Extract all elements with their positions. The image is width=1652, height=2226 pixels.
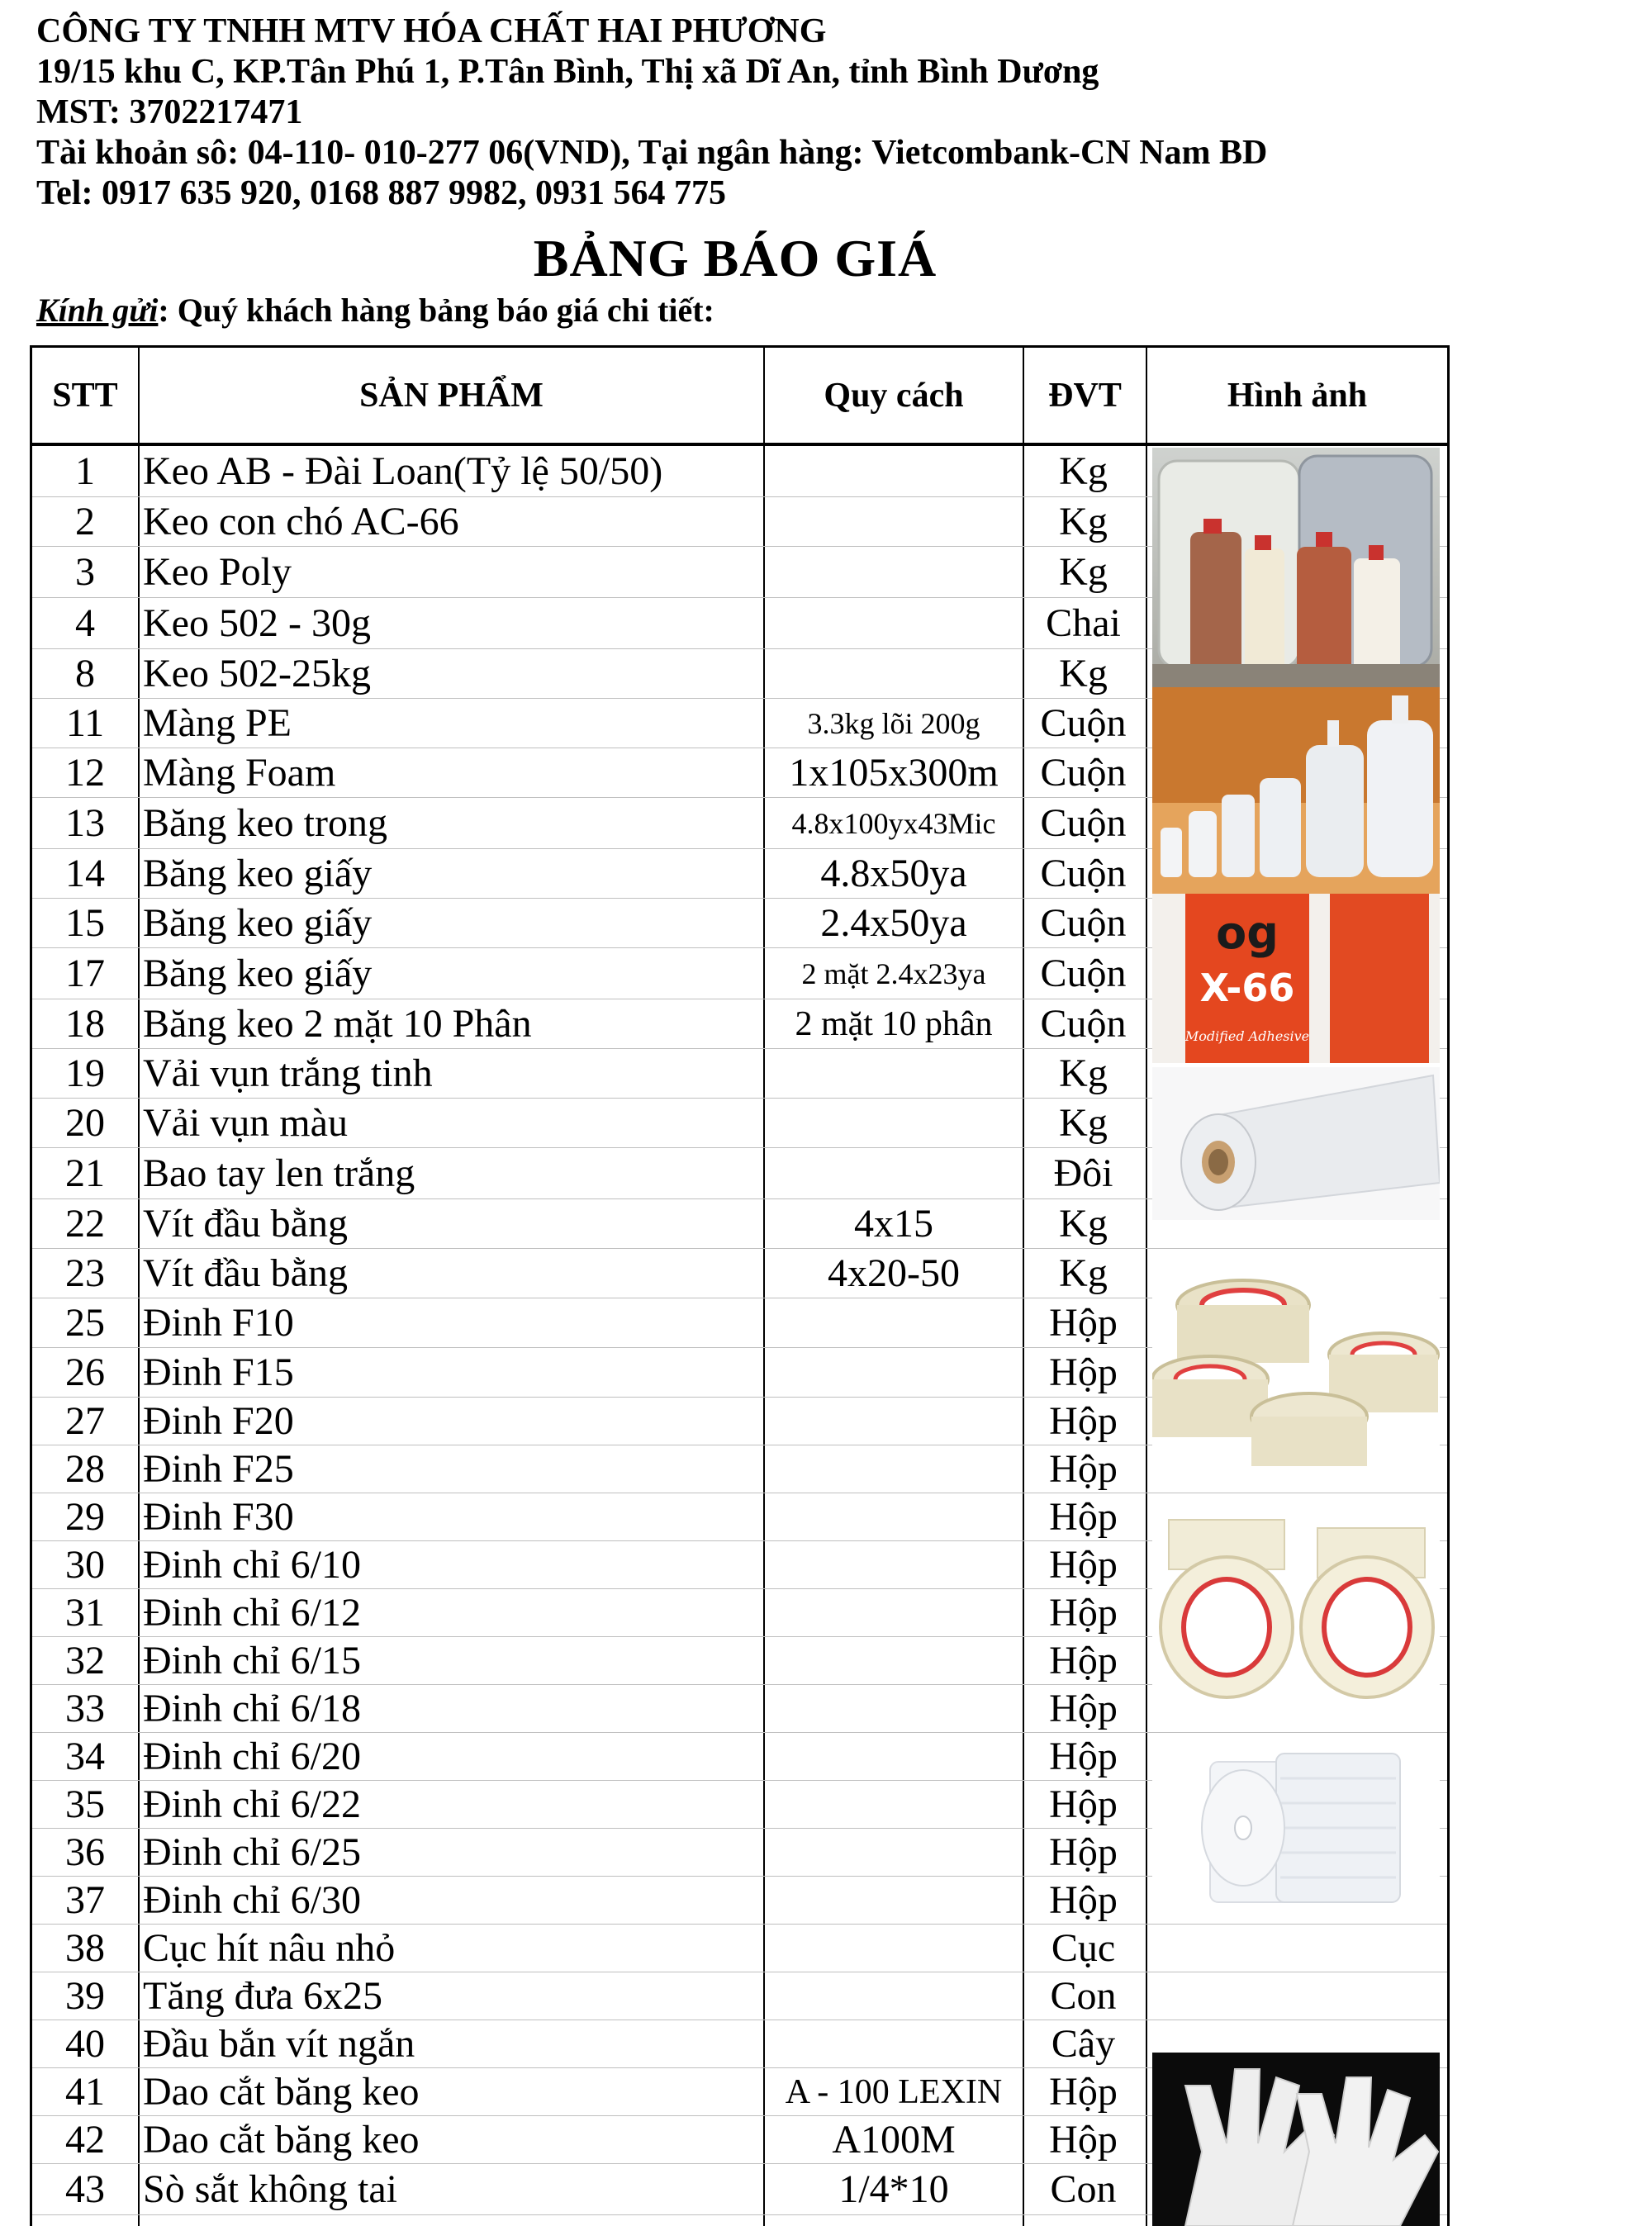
product-photo-gloves — [1152, 2053, 1440, 2226]
page-title: BẢNG BÁO GIÁ — [533, 229, 938, 287]
row-unit: Cuộn — [1040, 852, 1127, 895]
row-spec — [765, 1685, 1023, 1732]
row-spec — [765, 1541, 1023, 1588]
row-unit: Kg — [1059, 550, 1108, 594]
company-bank: Tài khoản sô: 04-110- 010-277 06(VND), Tại ngân hàng: Vietcombank-CN Nam BD — [36, 134, 1268, 172]
header-stt: STT — [52, 376, 118, 415]
header-image: Hình ảnh — [1227, 376, 1368, 415]
row-product-name: Đinh chỉ 6/18 — [143, 1687, 361, 1730]
row-unit: Hộp — [1049, 1543, 1118, 1587]
row-stt: 34 — [65, 1735, 105, 1778]
row-product-name: Vải vụn màu — [143, 1101, 348, 1145]
company-name: CÔNG TY TNHH MTV HÓA CHẤT HAI PHƯƠNG — [36, 12, 827, 50]
row-spec: 2 mặt 10 phân — [795, 1004, 993, 1043]
row-spec — [765, 1049, 1023, 1098]
row-product-name: Đinh chỉ 6/20 — [143, 1735, 361, 1778]
row-unit: Hộp — [1049, 1830, 1118, 1874]
row-spec: A - 100 LEXIN — [785, 2072, 1003, 2111]
row-stt: 35 — [65, 1782, 105, 1826]
row-product-name: Keo con chó AC-66 — [143, 500, 459, 543]
row-unit: Kg — [1059, 500, 1108, 543]
row-spec: 4.8x50ya — [820, 852, 967, 895]
row-spec — [765, 1877, 1023, 1924]
row-product-name: Băng keo trong — [143, 801, 387, 845]
row-product-name: Băng keo giấy — [143, 952, 373, 995]
row-stt: 40 — [65, 2022, 105, 2066]
row-spec — [765, 1398, 1023, 1445]
row-stt: 15 — [65, 901, 105, 945]
row-product-name: Dao cắt băng keo — [143, 2070, 420, 2114]
row-unit: Hộp — [1049, 1350, 1118, 1394]
row-stt: 17 — [65, 952, 105, 995]
row-spec — [765, 446, 1023, 496]
row-unit: Hộp — [1049, 2070, 1118, 2114]
row-stt: 25 — [65, 1301, 105, 1345]
row-product-name: Đinh F25 — [143, 1447, 294, 1491]
row-unit: Cuộn — [1040, 1002, 1127, 1046]
row-unit: Kg — [1059, 1051, 1108, 1095]
row-spec — [765, 1829, 1023, 1876]
row-product-name: Đinh F10 — [143, 1301, 294, 1345]
row-stt: 33 — [65, 1687, 105, 1730]
row-product-name: Keo Poly — [143, 550, 292, 594]
row-unit: Hộp — [1049, 1735, 1118, 1778]
row-spec — [765, 1589, 1023, 1636]
row-product-name: Đinh chỉ 6/15 — [143, 1639, 361, 1683]
company-address: 19/15 khu C, KP.Tân Phú 1, P.Tân Bình, Thị xã Dĩ An, tỉnh Bình Dương — [36, 53, 1099, 91]
greeting-label: Kính gửi — [36, 292, 159, 329]
row-spec — [765, 649, 1023, 698]
row-product-name: Sò sắt không tai — [143, 2167, 397, 2211]
row-product-name: Đinh F15 — [143, 1350, 294, 1394]
row-stt: 2 — [75, 500, 95, 543]
row-product-name: Màng Foam — [143, 751, 336, 795]
row-spec — [765, 1298, 1023, 1347]
row-stt: 36 — [65, 1830, 105, 1874]
row-spec: 2 mặt 2.4x23ya — [801, 956, 986, 990]
product-photo-glue-cans — [1152, 894, 1440, 1063]
row-stt: 14 — [65, 852, 105, 895]
row-product-name: Đầu bắn vít ngắn — [143, 2022, 415, 2066]
row-product-name: Đinh chỉ 6/30 — [143, 1878, 361, 1922]
row-unit: Hộp — [1049, 2118, 1118, 2162]
row-product-name: Đinh F30 — [143, 1495, 294, 1539]
row-product-name: Vít đầu bằng — [143, 1202, 348, 1246]
row-stt: 42 — [65, 2118, 105, 2162]
row-stt: 21 — [65, 1151, 105, 1195]
row-product-name: Keo 502 - 30g — [143, 601, 371, 645]
row-unit: Hộp — [1049, 1301, 1118, 1345]
row-stt: 13 — [65, 801, 105, 845]
row-spec: 4x20-50 — [828, 1251, 960, 1295]
glue-can-brand-text: og — [1216, 907, 1279, 959]
row-unit: Hộp — [1049, 1447, 1118, 1491]
row-product-name: Đinh chỉ 6/22 — [143, 1782, 361, 1826]
greeting-text: : Quý khách hàng bảng báo giá chi tiết: — [158, 292, 714, 329]
row-stt: 12 — [65, 751, 105, 795]
header-product: SẢN PHẨM — [359, 376, 544, 415]
row-product-name: Đinh F20 — [143, 1399, 294, 1443]
row-stt: 28 — [65, 1447, 105, 1491]
row-spec — [765, 1099, 1023, 1147]
row-unit: Đôi — [1053, 1151, 1113, 1195]
row-product-name: Đinh chỉ 6/25 — [143, 1830, 361, 1874]
row-product-name: Băng keo giấy — [143, 901, 373, 945]
row-product-name: Tăng đưa 6x25 — [143, 1974, 382, 2018]
row-unit: Cuộn — [1040, 701, 1127, 745]
row-unit: Hộp — [1049, 1687, 1118, 1730]
row-spec — [765, 1445, 1023, 1493]
glue-can-model-text: X-66 — [1199, 966, 1295, 1010]
product-photo-pe-film — [1152, 1067, 1440, 1220]
row-spec: 3.3kg lõi 200g — [807, 706, 980, 740]
product-photo-foam-rolls — [1152, 1737, 1440, 1919]
row-stt: 27 — [65, 1399, 105, 1443]
row-stt: 1 — [75, 449, 95, 493]
row-unit: Hộp — [1049, 1639, 1118, 1683]
glue-can-caption-text: Modified Adhesive — [1184, 1028, 1310, 1044]
row-unit: Cuộn — [1040, 751, 1127, 795]
product-photo-clear-tape — [1152, 1272, 1440, 1470]
row-product-name: Đinh chỉ 6/12 — [143, 1591, 361, 1635]
row-spec — [765, 1493, 1023, 1540]
row-unit: Cuộn — [1040, 952, 1127, 995]
price-table — [30, 345, 1450, 2226]
row-stt: 11 — [65, 701, 105, 745]
row-unit: Con — [1050, 2167, 1117, 2211]
row-product-name: Cục hít nâu nhỏ — [143, 1926, 396, 1970]
row-spec: A100M — [832, 2118, 956, 2162]
row-stt: 41 — [65, 2070, 105, 2114]
row-spec: 4.8x100yx43Mic — [791, 806, 996, 840]
row-product-name: Băng keo 2 mặt 10 Phân — [143, 1002, 532, 1046]
row-unit: Kg — [1059, 449, 1108, 493]
row-spec — [765, 497, 1023, 546]
row-spec — [765, 1972, 1023, 2020]
company-header — [36, 12, 1606, 214]
row-product-name: Đinh chỉ 6/10 — [143, 1543, 361, 1587]
row-stt: 38 — [65, 1926, 105, 1970]
row-unit: Kg — [1059, 1251, 1108, 1295]
row-stt: 19 — [65, 1051, 105, 1095]
row-stt: 32 — [65, 1639, 105, 1683]
row-unit: Cuộn — [1040, 901, 1127, 945]
row-unit: Cây — [1051, 2022, 1116, 2066]
row-stt: 23 — [65, 1251, 105, 1295]
row-product-name: Màng PE — [143, 701, 292, 745]
row-stt: 30 — [65, 1543, 105, 1587]
row-stt: 31 — [65, 1591, 105, 1635]
row-unit: Kg — [1059, 652, 1108, 695]
row-spec — [765, 547, 1023, 597]
row-stt: 4 — [75, 601, 95, 645]
row-stt: 29 — [65, 1495, 105, 1539]
product-photo-bottles — [1152, 687, 1440, 894]
row-product-name: Bao tay len trắng — [143, 1151, 415, 1195]
row-unit: Kg — [1059, 1101, 1108, 1145]
row-unit: Cục — [1051, 1926, 1116, 1970]
row-product-name: Keo AB - Đài Loan(Tỷ lệ 50/50) — [143, 449, 663, 493]
row-spec — [765, 1637, 1023, 1684]
row-spec — [765, 1733, 1023, 1780]
row-product-name: Vít đầu bằng — [143, 1251, 348, 1295]
company-tel: Tel: 0917 635 920, 0168 887 9982, 0931 564 775 — [36, 174, 726, 212]
row-unit: Hộp — [1049, 1591, 1118, 1635]
table-header — [32, 348, 1447, 446]
row-unit: Kg — [1059, 1202, 1108, 1246]
row-spec: 4x15 — [854, 1202, 933, 1246]
row-unit: Hộp — [1049, 1399, 1118, 1443]
row-unit: Hộp — [1049, 1782, 1118, 1826]
row-spec — [765, 598, 1023, 648]
row-stt: 3 — [75, 550, 95, 594]
greeting-line — [36, 291, 714, 330]
row-spec — [765, 1148, 1023, 1198]
row-unit: Hộp — [1049, 1878, 1118, 1922]
row-product-name: Keo 502-25kg — [143, 652, 371, 695]
row-unit: Hộp — [1049, 1495, 1118, 1539]
row-unit: Cuộn — [1040, 801, 1127, 845]
row-stt: 22 — [65, 1202, 105, 1246]
row-spec: 1x105x300m — [789, 751, 999, 795]
row-stt: 8 — [75, 652, 95, 695]
row-spec — [765, 1925, 1023, 1972]
row-stt: 18 — [65, 1002, 105, 1046]
row-stt: 39 — [65, 1974, 105, 2018]
image-column — [1147, 446, 1447, 2226]
product-photo-containers — [1152, 448, 1440, 687]
row-product-name: Băng keo giấy — [143, 852, 373, 895]
row-unit: Con — [1050, 1974, 1117, 2018]
row-product-name: Dao cắt băng keo — [143, 2118, 420, 2162]
row-product-name: Vải vụn trắng tinh — [143, 1051, 433, 1095]
row-unit: Chai — [1046, 601, 1121, 645]
row-stt: 37 — [65, 1878, 105, 1922]
header-unit: ĐVT — [1048, 376, 1122, 415]
row-spec: 1/4*10 — [838, 2167, 949, 2211]
row-stt: 20 — [65, 1101, 105, 1145]
company-tax-code: MST: 3702217471 — [36, 93, 303, 131]
header-spec: Quy cách — [824, 376, 964, 415]
row-stt: 43 — [65, 2167, 105, 2211]
row-spec — [765, 1781, 1023, 1828]
row-spec: 2.4x50ya — [820, 901, 967, 945]
row-spec — [765, 2020, 1023, 2067]
row-stt: 26 — [65, 1350, 105, 1394]
product-photo-masking-tape — [1152, 1512, 1440, 1710]
row-spec — [765, 1348, 1023, 1397]
